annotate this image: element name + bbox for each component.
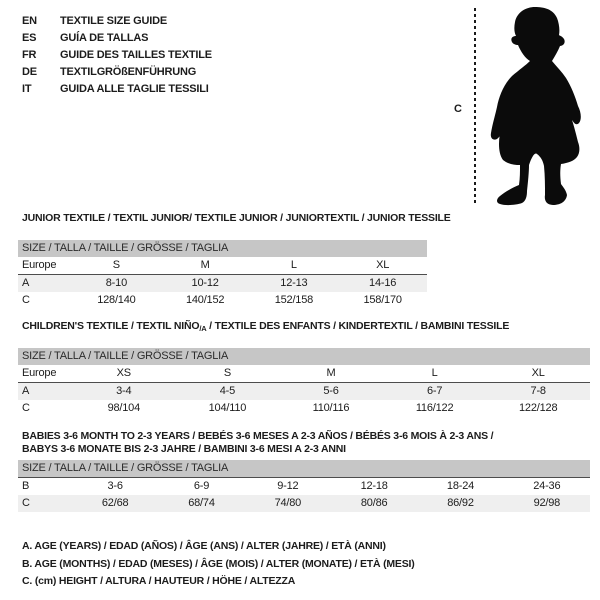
cell: 122/128 (519, 402, 558, 414)
cell: 3-4 (116, 385, 132, 397)
cell: 3-6 (107, 480, 123, 492)
row-label: C (22, 497, 30, 509)
row-label: B (22, 480, 30, 492)
cell: 62/68 (101, 497, 129, 509)
lang-title: GUIDE DES TAILLES TEXTILE (60, 49, 212, 61)
lang-row-fr (22, 47, 212, 64)
title-part: CHILDREN'S TEXTILE / TEXTIL NIÑO (22, 320, 200, 332)
region-label: Europe (22, 259, 57, 271)
junior-size-table (18, 240, 427, 309)
cell: 4-5 (219, 385, 236, 397)
footnote-b: B. AGE (MONTHS) / EDAD (MESES) / ÂGE (MOIS) / ALTER (MONATE) / ETÀ (MESI) (22, 557, 415, 570)
title-line-1: BABIES 3-6 MONTH TO 2-3 YEARS / BEBÉS 3-6 MESES A 2-3 AÑOS / BÉBÉS 3-6 MOIS À 2-3 ANS / (22, 430, 494, 442)
col-header: S (223, 367, 231, 379)
region-label: Europe (22, 367, 57, 379)
cell: 14-16 (369, 277, 397, 289)
children-table-title (22, 320, 509, 335)
cell: 24-36 (533, 480, 561, 492)
table-row (18, 495, 590, 512)
language-title-list (22, 13, 212, 98)
cell: 74/80 (274, 497, 302, 509)
table-row (18, 478, 590, 495)
cell: 7-8 (530, 385, 546, 397)
row-label: C (22, 402, 30, 414)
lang-row-de (22, 64, 212, 81)
col-header: XL (531, 367, 545, 379)
row-label: C (22, 294, 30, 306)
table-row (18, 257, 427, 275)
children-size-table (18, 348, 590, 417)
col-header: S (112, 259, 120, 271)
cell: 92/98 (533, 497, 561, 509)
col-header: M (200, 259, 210, 271)
footnote-c: C. (cm) HEIGHT / ALTURA / HAUTEUR / HÖHE / ALTEZZA (22, 575, 296, 587)
title-subscript: /A (199, 324, 207, 333)
cell: 104/110 (208, 402, 247, 414)
col-header: L (431, 367, 438, 379)
lang-title: TEXTILGRÖßENFÜHRUNG (60, 66, 197, 78)
lang-code: ES (22, 32, 37, 44)
baby-silhouette-icon (486, 6, 592, 208)
lang-code: DE (22, 66, 37, 78)
col-header: L (290, 259, 297, 271)
height-measure-dashed-line (474, 8, 476, 206)
cell: 140/152 (185, 294, 225, 306)
table-row (18, 383, 590, 400)
lang-code: EN (22, 15, 37, 27)
cell: 80/86 (360, 497, 388, 509)
col-header: XS (116, 367, 131, 379)
babies-table-title (22, 430, 493, 456)
lang-row-it (22, 81, 212, 98)
lang-title: GUÍA DE TALLAS (60, 32, 149, 44)
cell: 12-13 (280, 277, 308, 289)
footnote-list (22, 538, 415, 591)
cell: 98/104 (107, 402, 141, 414)
row-label: A (22, 277, 30, 289)
lang-title: GUIDA ALLE TAGLIE TESSILI (60, 83, 209, 95)
cell: 128/140 (97, 294, 136, 306)
cell: 116/122 (415, 402, 454, 414)
cell: 6-7 (426, 385, 443, 397)
col-header: M (326, 367, 336, 379)
cell: 68/74 (188, 497, 215, 509)
cell: 9-12 (277, 480, 299, 492)
babies-size-table (18, 460, 590, 512)
footnote-a: A. AGE (YEARS) / EDAD (AÑOS) / ÂGE (ANS) / ALTER (JAHRE) / ETÀ (ANNI) (22, 540, 386, 552)
table-row (18, 365, 590, 383)
cell: 152/158 (274, 294, 314, 306)
lang-code: IT (22, 83, 32, 95)
size-header-bar: SIZE / TALLA / TAILLE / GRÖSSE / TAGLIA (18, 460, 590, 478)
lang-row-en (22, 13, 212, 30)
cell: 86/92 (447, 497, 474, 509)
junior-table-title: JUNIOR TEXTILE / TEXTIL JUNIOR/ TEXTILE JUNIOR / JUNIORTEXTIL / JUNIOR TESSILE (22, 212, 451, 224)
lang-row-es (22, 30, 212, 47)
cell: 110/116 (312, 402, 350, 414)
cell: 12-18 (360, 480, 388, 492)
cell: 5-6 (323, 385, 339, 397)
title-part: / TEXTILE DES ENFANTS / KINDERTEXTIL / BAMBINI TESSILE (206, 320, 510, 332)
cell: 10-12 (191, 277, 219, 289)
cell: 158/170 (363, 294, 402, 306)
table-row (18, 400, 590, 417)
table-row (18, 292, 427, 309)
title-line-2: BABYS 3-6 MONATE BIS 2-3 JAHRE / BAMBINI 3-6 MESI A 2-3 ANNI (22, 443, 346, 455)
cell: 18-24 (446, 480, 475, 492)
baby-height-figure (440, 0, 600, 215)
cell: 8-10 (105, 277, 127, 289)
table-row (18, 275, 427, 292)
lang-code: FR (22, 49, 37, 61)
col-header: XL (376, 259, 390, 271)
cell: 6-9 (193, 480, 210, 492)
lang-title: TEXTILE SIZE GUIDE (60, 15, 168, 27)
height-measure-label: C (454, 103, 462, 115)
row-label: A (22, 385, 30, 397)
size-header-bar: SIZE / TALLA / TAILLE / GRÖSSE / TAGLIA (18, 240, 427, 257)
size-header-bar: SIZE / TALLA / TAILLE / GRÖSSE / TAGLIA (18, 348, 590, 365)
